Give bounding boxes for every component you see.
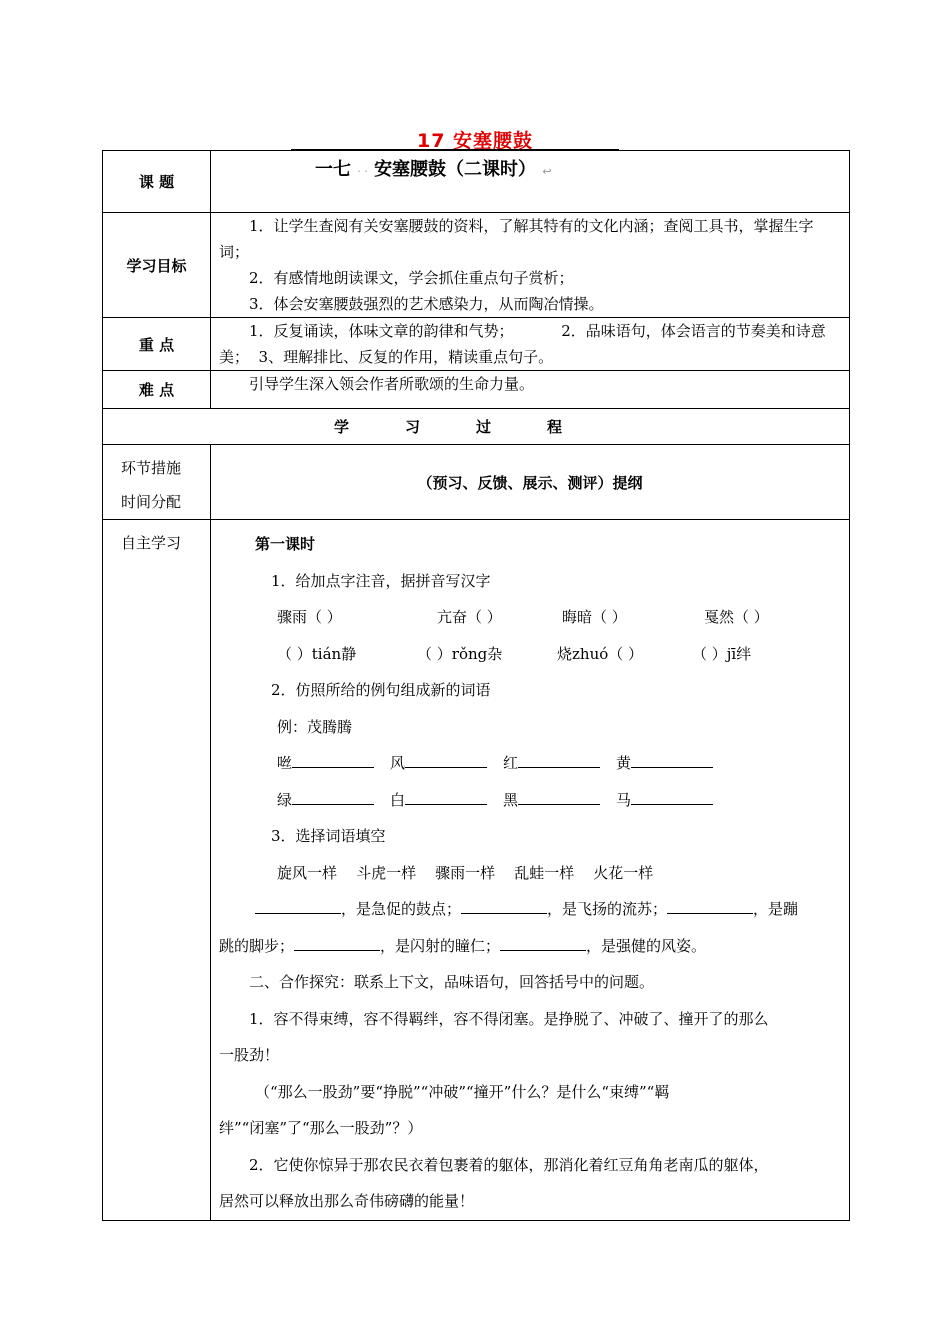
q2-prefix-2: 风 [390,754,406,772]
goal-item-1: 1．让学生查阅有关安塞腰鼓的资料，了解其特有的文化内涵；查阅工具书，掌握生字词； [219,217,814,261]
q1-item-2: 亢奋（ ） [437,608,502,626]
q1-item-3: 晦暗（ ） [562,608,627,626]
key-row [103,318,850,371]
goals-label: 学习目标 [103,213,211,318]
document-title: 17 安塞腰鼓 [416,130,534,152]
answer-blank[interactable] [500,930,586,951]
q1-item-6: （ ）rǒng杂 [417,644,503,663]
topic-value-cell: 一七 · · 安塞腰鼓（二课时） ↩ [211,151,850,213]
q1-item-8: （ ）jī绊 [692,644,752,663]
q1-row-2 [219,636,841,673]
coop-q1-question-2: 绊”“闭塞”了“那么一股劲”？） [219,1119,423,1137]
self-study-cell [211,520,850,1221]
self-study-row [103,520,850,1221]
question-2: 2．仿照所给的例句组成新的词语 [271,681,491,699]
question-3: 3．选择词语填空 [271,827,386,845]
key-cell [211,318,850,371]
q3-fill-line-1 [219,891,841,928]
cooperation-heading: 二、合作探究：联系上下文，品味语句，回答括号中的问题。 [249,973,655,991]
q2-prefix-6: 白 [390,790,406,809]
answer-blank[interactable] [518,784,600,805]
q1-item-7: 烧zhuó（ ） [557,644,644,663]
process-heading: 学习过程 [103,409,850,445]
topic-number: 一七 [315,159,351,180]
outline-heading: （预习、反馈、展示、测评）提纲 [211,445,850,520]
q2-prefix-3: 红 [503,754,519,772]
q2-prefix-4: 黄 [616,754,632,772]
answer-blank[interactable] [631,747,713,768]
answer-blank[interactable] [292,747,374,768]
lesson-plan-table [102,150,850,1221]
coop-q2-line-2: 居然可以释放出那么奇伟磅礴的能量！ [219,1192,475,1210]
q1-row-1 [219,599,841,636]
coop-q1-line-2: 一股劲！ [219,1046,280,1064]
q2-row-2 [219,782,841,819]
q2-prefix-8: 马 [616,790,632,809]
question-1: 1．给加点字注音，据拼音写汉字 [271,571,491,590]
topic-label: 课 题 [103,151,211,213]
answer-blank[interactable] [255,893,341,914]
answer-blank[interactable] [405,747,487,768]
difficulty-text: 引导学生深入领会作者所歌颂的生命力量。 [249,375,535,393]
topic-value: 安塞腰鼓（二课时） [374,159,537,180]
q3-fill-text-6: ，是强健的风姿。 [586,936,707,955]
q2-prefix-7: 黑 [503,790,519,809]
coop-q1-line-1: 1．容不得束缚，容不得羁绊，容不得闭塞。是挣脱了、冲破了、撞开了的那么 [249,1009,769,1028]
q1-item-1: 骤雨（ ） [277,608,342,626]
q2-example: 例：茂腾腾 [277,717,353,736]
difficulty-cell [211,371,850,409]
goals-row [103,213,850,318]
q3-fill-text-5: ，是闪射的瞳仁； [380,936,501,955]
q3-fill-text-1: ，是急促的鼓点； [341,900,462,918]
answer-blank[interactable] [518,747,600,768]
answer-blank[interactable] [292,784,374,805]
goal-item-2: 2．有感情地朗读课文，学会抓住重点句子赏析； [249,269,574,287]
return-mark: ↩ [542,165,552,178]
q3-fill-line-2 [219,928,841,965]
answer-blank[interactable] [667,893,753,914]
lesson1-heading: 第一课时 [255,535,316,553]
answer-blank[interactable] [405,784,487,805]
goals-cell [211,213,850,318]
column-header-row [103,445,850,520]
answer-blank[interactable] [631,784,713,805]
stage-label-line1: 环节措施 [121,459,182,477]
coop-q1-question-1: （“那么一股劲”要“挣脱”“冲破”“撞开”什么？是什么“束缚”“羁 [255,1082,670,1101]
q2-row-1 [219,745,841,782]
answer-blank[interactable] [294,930,380,951]
q3-fill-text-4: 跳的脚步； [219,936,295,955]
key-label: 重 点 [103,318,211,371]
process-row [103,409,850,445]
topic-row [103,151,850,213]
coop-q2-line-1: 2．它使你惊异于那农民衣着包裹着的躯体，那消化着红豆角角老南瓜的躯体， [249,1155,769,1174]
stage-label [103,445,211,520]
key-text: 1．反复诵读，体味文章的韵律和气势； 2．品味语句，体会语言的节奏美和诗意美； 3、理解排比、反复的作用，精读重点句子。 [219,322,826,366]
goal-item-3: 3．体会安塞腰鼓强烈的艺术感染力，从而陶冶情操。 [249,295,604,313]
difficulty-label: 难 点 [103,371,211,409]
difficulty-row [103,371,850,409]
q2-prefix-5: 绿 [277,790,293,809]
answer-blank[interactable] [461,893,547,914]
q3-fill-text-3: ，是蹦 [753,900,799,918]
q1-item-4: 戛然（ ） [704,608,769,626]
q1-item-5: （ ）tián静 [277,644,357,663]
q3-fill-text-2: ，是飞扬的流苏； [547,900,668,918]
self-study-label: 自主学习 [103,520,211,1221]
stage-label-line2: 时间分配 [121,493,182,511]
q2-prefix-1: 咝 [277,754,293,772]
q3-word-bank: 旋风一样 斗虎一样 骤雨一样 乱蛙一样 火花一样 [277,863,654,882]
